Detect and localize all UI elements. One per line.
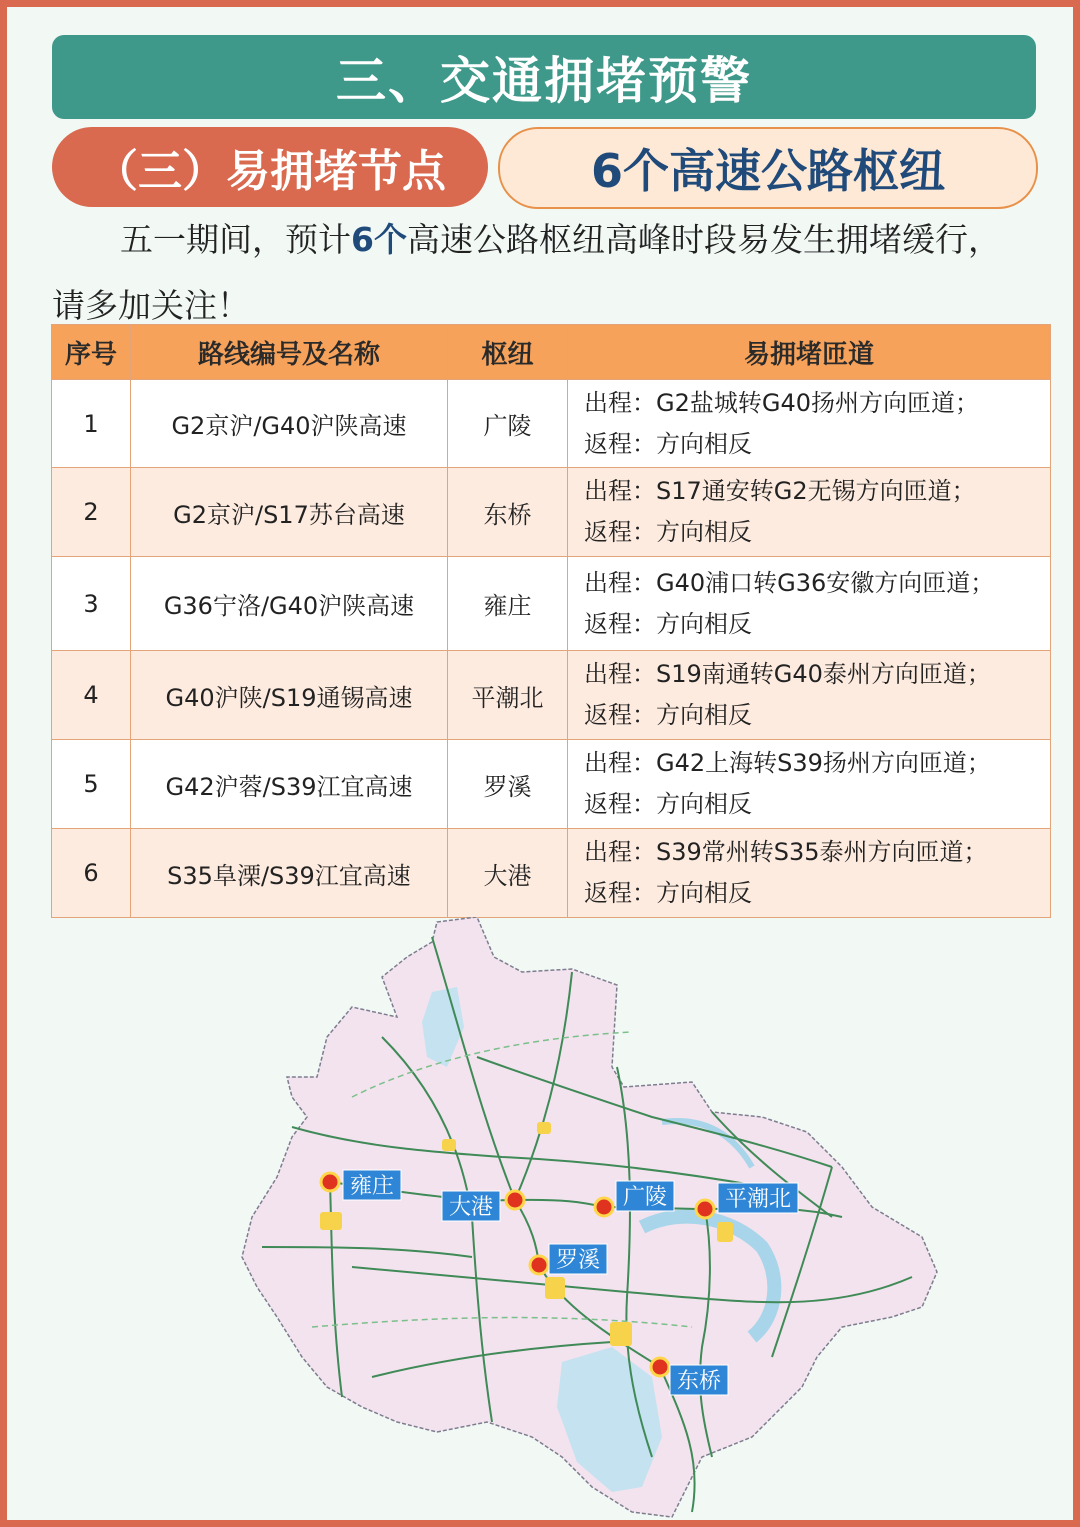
label-dongqiao: 东桥 bbox=[676, 1369, 722, 1394]
section-label: （三）易拥堵节点 bbox=[94, 146, 446, 197]
title-banner bbox=[52, 35, 1036, 119]
label-dagang: 大港 bbox=[448, 1195, 494, 1220]
table-row bbox=[52, 829, 1051, 918]
label-guangling: 广陵 bbox=[622, 1185, 668, 1210]
row-route: G2京沪/G40沪陕高速 bbox=[131, 380, 448, 468]
ramp-back: 返程：方向相反 bbox=[584, 790, 752, 818]
row-route: G2京沪/S17苏台高速 bbox=[131, 468, 448, 557]
row-ramp bbox=[568, 468, 1051, 557]
label-pingchaobei: 平潮北 bbox=[724, 1187, 792, 1212]
row-ramp bbox=[568, 380, 1051, 468]
row-hub: 平潮北 bbox=[448, 651, 568, 740]
header-ramp: 易拥堵匝道 bbox=[568, 325, 1051, 380]
ramp-out: 出程：S19南通转G40泰州方向匝道； bbox=[584, 660, 991, 688]
map-svg bbox=[232, 917, 942, 1522]
row-no: 3 bbox=[52, 557, 131, 651]
table-row bbox=[52, 468, 1051, 557]
header-route: 路线编号及名称 bbox=[131, 325, 448, 380]
row-route: G40沪陕/S19通锡高速 bbox=[131, 651, 448, 740]
table-row bbox=[52, 380, 1051, 468]
row-hub: 东桥 bbox=[448, 468, 568, 557]
row-hub: 雍庄 bbox=[448, 557, 568, 651]
row-hub: 罗溪 bbox=[448, 740, 568, 829]
ramp-out: 出程：G40浦口转G36安徽方向匝道； bbox=[584, 568, 995, 597]
ramp-out: 出程：S39常州转S35泰州方向匝道； bbox=[584, 838, 988, 866]
row-no: 4 bbox=[52, 651, 131, 740]
header-hub: 枢纽 bbox=[448, 325, 568, 380]
ramp-out: 出程：S17通安转G2无锡方向匝道； bbox=[584, 477, 976, 505]
table-row bbox=[52, 557, 1051, 651]
ramp-out: 出程：G2盐城转G40扬州方向匝道； bbox=[584, 388, 980, 417]
row-route: S35阜溧/S39江宜高速 bbox=[131, 829, 448, 918]
table-header-row bbox=[52, 325, 1051, 380]
row-hub: 广陵 bbox=[448, 380, 568, 468]
hub-table bbox=[51, 324, 1051, 918]
intro-highlight: 6个 bbox=[351, 220, 407, 259]
row-ramp bbox=[568, 829, 1051, 918]
ramp-back: 返程：方向相反 bbox=[584, 609, 752, 638]
subtitle: 6个高速公路枢纽 bbox=[590, 144, 945, 198]
subtitle-pill bbox=[498, 127, 1038, 209]
section-label-pill bbox=[52, 127, 488, 207]
row-route: G42沪蓉/S39江宜高速 bbox=[131, 740, 448, 829]
row-no: 5 bbox=[52, 740, 131, 829]
row-hub: 大港 bbox=[448, 829, 568, 918]
label-luoxi: 罗溪 bbox=[555, 1248, 601, 1273]
page-title: 三、交通拥堵预警 bbox=[336, 52, 752, 110]
row-ramp bbox=[568, 557, 1051, 651]
ramp-back: 返程：方向相反 bbox=[584, 879, 752, 907]
intro-prefix: 五一期间，预计 bbox=[120, 220, 351, 259]
hub-map bbox=[232, 917, 942, 1522]
ramp-out: 出程：G42上海转S39扬州方向匝道； bbox=[584, 749, 991, 777]
label-yongzhuang: 雍庄 bbox=[349, 1174, 395, 1199]
ramp-back: 返程：方向相反 bbox=[584, 429, 752, 458]
ramp-back: 返程：方向相反 bbox=[584, 701, 752, 729]
row-ramp bbox=[568, 651, 1051, 740]
row-no: 1 bbox=[52, 380, 131, 468]
row-no: 6 bbox=[52, 829, 131, 918]
ramp-back: 返程：方向相反 bbox=[584, 518, 752, 546]
intro-paragraph bbox=[52, 207, 1042, 339]
table-row bbox=[52, 740, 1051, 829]
row-no: 2 bbox=[52, 468, 131, 557]
header-no: 序号 bbox=[52, 325, 131, 380]
intro-suffix: 高速公路枢纽高峰时段易发生拥堵缓行， bbox=[406, 220, 1001, 259]
row-ramp bbox=[568, 740, 1051, 829]
row-route: G36宁洛/G40沪陕高速 bbox=[131, 557, 448, 651]
intro-line2: 请多加关注！ bbox=[52, 286, 250, 325]
table-row bbox=[52, 651, 1051, 740]
